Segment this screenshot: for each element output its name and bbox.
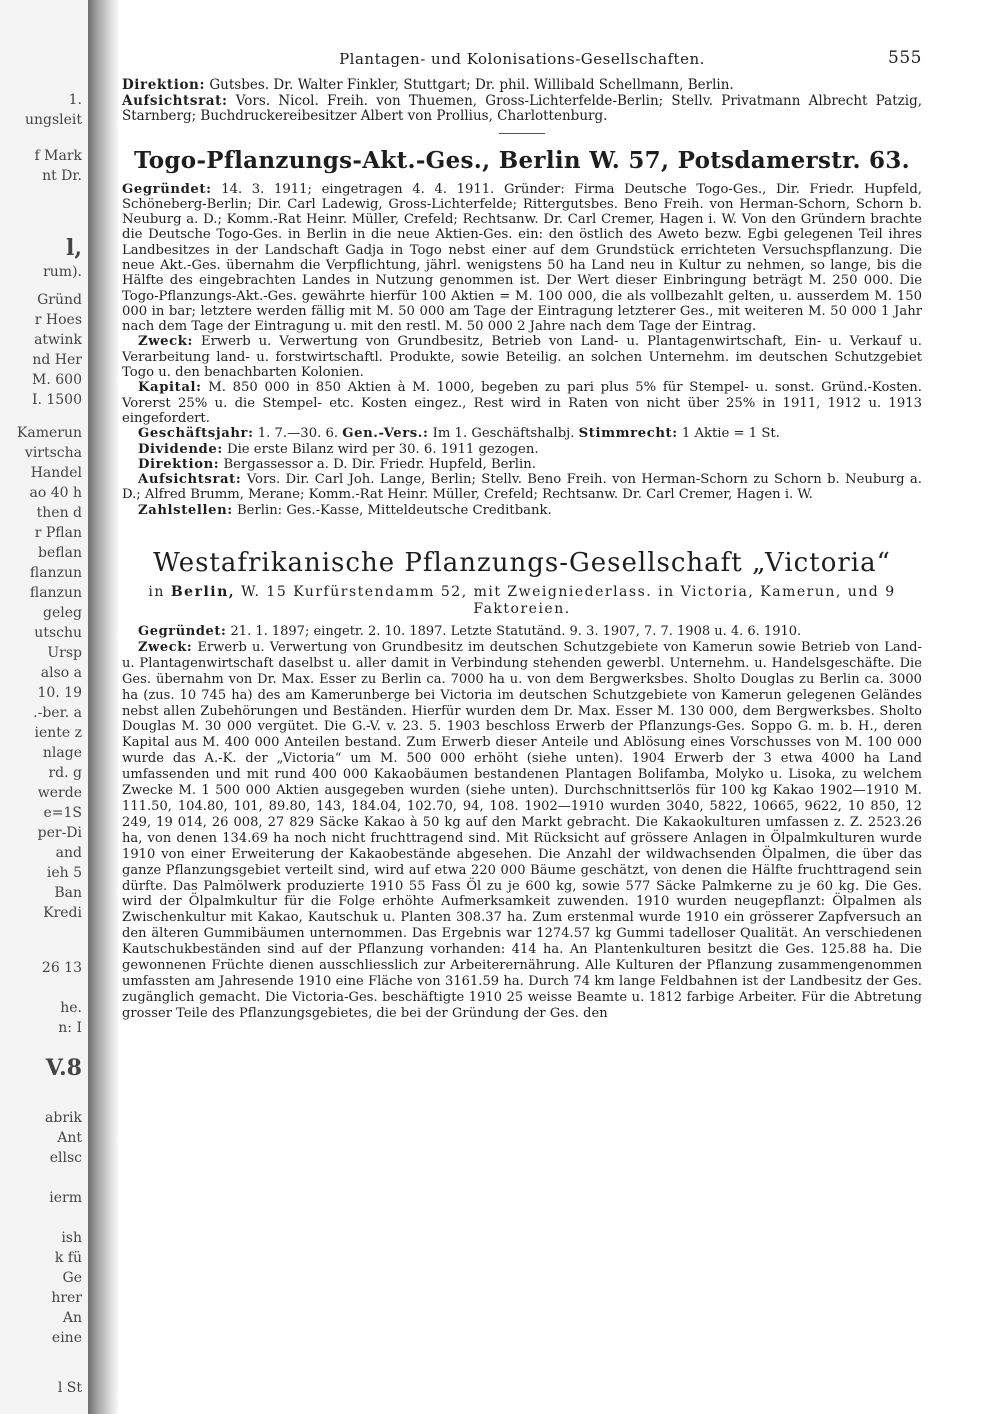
value: Vors. Dir. Carl Joh. Lange, Berlin; Stellv. Beno Freih. von Herman-Schorn zu Schorn b. Neuburg a. D.; Alfred Brumm, Merane; Komm.-Rat Heinr. Müller, Crefeld; Rechtsanw. Dr. Carl Cremer, Hagen i. W. <box>122 472 922 503</box>
margin-fragment: werde <box>37 785 82 801</box>
margin-fragment: An <box>62 1310 82 1326</box>
margin-fragment: V.8 <box>45 1055 82 1081</box>
margin-fragment: virtscha <box>24 445 82 461</box>
margin-fragment: ieh 5 <box>46 865 82 881</box>
margin-fragment: eine <box>51 1330 82 1346</box>
field-direktion <box>122 457 922 472</box>
previous-direktion <box>122 78 922 94</box>
subtitle-rest: W. 15 Kurfürstendamm 52, mit Zweigniederlass. in Victoria, Kamerun, und 9 Faktoreien. <box>241 584 896 618</box>
label: Direktion: <box>138 456 220 472</box>
margin-fragment: r Hoes <box>34 312 82 328</box>
margin-fragment: rum). <box>43 264 82 280</box>
margin-fragment: then d <box>36 505 82 521</box>
page-content <box>122 38 922 1022</box>
margin-fragment: nlage <box>42 745 82 761</box>
margin-fragment: ellsc <box>49 1150 82 1166</box>
value: 21. 1. 1897; eingetr. 2. 10. 1897. Letzte Statutänd. 9. 3. 1907, 7. 7. 1908 u. 4. 6. 1910. <box>230 624 802 640</box>
margin-fragment: flanzun <box>29 585 82 601</box>
value: M. 850 000 in 850 Aktien à M. 1000, begeben zu pari plus 5% für Stempel- u. sonst. Gründ.-Kosten. Vorerst 25% u. die Stempel- etc. Kosten eingez., Rest wird in Raten von nicht über 25% in 1911, 1912 u. 1913 eingefordert. <box>122 380 922 426</box>
previous-aufsichtsrat <box>122 94 922 125</box>
margin-fragment: also a <box>40 665 82 681</box>
margin-fragment: hrer <box>51 1290 82 1306</box>
margin-fragment: n: I <box>58 1020 82 1036</box>
entry-title: Westafrikanische Pflanzungs-Gesellschaft „Victoria“ <box>153 548 891 579</box>
margin-fragment: atwink <box>34 332 82 348</box>
entry-togo-pflanzungs <box>122 146 922 519</box>
running-head <box>122 38 922 78</box>
label: Aufsichtsrat: <box>122 92 228 109</box>
margin-fragment: I. 1500 <box>31 392 82 408</box>
margin-fragment: e=1S <box>43 805 82 821</box>
field-aufsichtsrat <box>122 472 922 503</box>
margin-fragment: Ursp <box>47 645 82 661</box>
margin-fragment: flanzun <box>29 565 82 581</box>
label: Zahlstellen: <box>138 502 233 518</box>
field-dividende <box>122 442 922 457</box>
label: Gegründet: <box>138 624 227 640</box>
field-zweck <box>122 640 922 1022</box>
page-number: 555 <box>888 48 922 68</box>
margin-fragment: Kredi <box>43 905 82 921</box>
value: Vors. Nicol. Freih. von Thuemen, Gross-Lichterfelde-Berlin; Stellv. Privatmann Albrecht Patzig, Starnberg; Buchdruckereibesitzer Albert von Prollius, Charlottenburg. <box>122 92 922 124</box>
label: Geschäftsjahr: <box>138 426 254 442</box>
label: Aufsichtsrat: <box>138 472 242 488</box>
field-gegruendet <box>122 182 922 335</box>
field-zahlstellen <box>122 503 922 518</box>
margin-fragment: k fü <box>54 1250 82 1266</box>
entry-subtitle <box>122 584 922 618</box>
field-zweck <box>122 334 922 380</box>
margin-fragment: Ant <box>57 1130 82 1146</box>
label: Direktion: <box>122 77 206 93</box>
margin-fragment: ungsleit <box>24 112 82 128</box>
left-page-margin-fragments <box>0 0 88 1414</box>
previous-entry-tail <box>122 78 922 125</box>
margin-fragment: per-Di <box>37 825 82 841</box>
margin-fragment: Gründ <box>37 292 82 308</box>
margin-fragment: ierm <box>49 1190 82 1206</box>
book-gutter-shadow <box>88 0 118 1414</box>
section-divider <box>499 133 545 134</box>
margin-fragment: l, <box>65 235 82 261</box>
margin-fragment: iente z <box>34 725 82 741</box>
running-head-title: Plantagen- und Kolonisations-Gesellschaften. <box>339 50 705 68</box>
margin-fragment: f Mark <box>34 148 82 164</box>
value: Bergassessor a. D. Dir. Friedr. Hupfeld, Berlin. <box>223 456 536 472</box>
subtitle-city: Berlin, <box>170 584 236 601</box>
field-kapital <box>122 380 922 426</box>
value: 1. 7.—30. 6. <box>257 426 339 442</box>
margin-fragment: geleg <box>43 605 82 621</box>
margin-fragment: r Pflan <box>34 525 82 541</box>
margin-fragment: beflan <box>38 545 82 561</box>
value: 14. 3. 1911; eingetragen 4. 4. 1911. Gründer: Firma Deutsche Togo-Ges., Dir. Friedr. Hupfeld, Schöneberg-Berlin; Dir. Carl Ladewig, Gross-Lichterfelde; Rittergutsbes. Beno Freih. von Herman-Schorn, Schorn b. Neuburg a. D.; Komm.-Rat Heinr. Müller, Crefeld; Rechtsanw. Dr. Carl Cremer, Hagen i. W. Von den Gründern brachte die Deutsche Togo-Ges. in Berlin in die neue Aktien-Ges. ein: den östlich des Aweto bezw. Egbi gelegenen Teil ihres Landbesitzes in der Landschaft Gadja in Togo nebst einer auf dem Grundstück errichteten Versuchspflanzung. Die neue Akt.-Ges. übernahm die Verpflichtung, jährl. wenigstens 50 ha Land neu in Kultur zu nehmen, so lange, bis die Hälfte des eingebrachten Landes in Nutzung genommen ist. Der Wert dieser Einbringung beträgt M. 250 000. Die Togo-Pflanzungs-Akt.-Ges. gewährte hierfür 100 Aktien = M. 100 000, die als vollbezahlt gelten, u. ausserdem M. 150 000 in bar; letztere werden fällig mit M. 50 000 am Tage der Eintragung letzterer Ges., mit weiteren M. 50 000 1 Jahr nach dem Tage der Eintragung u. mit den restl. M. 50 000 2 Jahre nach dem Tage der Eintrag. <box>122 181 922 335</box>
label: Stimmrecht: <box>578 426 678 442</box>
margin-fragment: rd. g <box>48 765 82 781</box>
label: Dividende: <box>138 441 223 457</box>
margin-fragment: he. <box>60 1000 82 1016</box>
value: Gutsbes. Dr. Walter Finkler, Stuttgart; Dr. phil. Willibald Schellmann, Berlin. <box>209 77 734 93</box>
margin-fragment: 26 13 <box>41 960 82 976</box>
margin-fragment: nt Dr. <box>42 168 82 184</box>
margin-fragment: Handel <box>30 465 82 481</box>
margin-fragment: nd Her <box>32 352 82 368</box>
margin-fragment: M. 600 <box>32 372 82 388</box>
margin-fragment: Ge <box>62 1270 82 1286</box>
value: Die erste Bilanz wird per 30. 6. 1911 gezogen. <box>227 441 539 457</box>
label: Zweck: <box>138 334 194 350</box>
margin-fragment: 1. <box>68 92 82 108</box>
entry-westafrikanische-victoria <box>122 546 922 1022</box>
margin-fragment: Ban <box>54 885 82 901</box>
subtitle-prefix: in <box>148 584 165 601</box>
entry-title: Togo-Pflanzungs-Akt.-Ges., Berlin W. 57, Potsdamerstr. 63. <box>134 146 910 174</box>
margin-fragment: ish <box>61 1230 82 1246</box>
value: Erwerb u. Verwertung von Grundbesitz im deutschen Schutzgebiete von Kamerun sowie Betrieb von Land- u. Plantagenwirtschaft daselbst u. aller damit in Verbindung stehenden gewerbl. Unternehm. u. Handelsgeschäfte. Die Ges. übernahm von Dr. Max. Esser zu Berlin ca. 7000 ha u. von dem Bergwerksbes. Sholto Douglas zu Berlin ca. 3000 ha (zus. 10 745 ha) des am Kamerunberge bei Victoria im deutschen Schutzgebiete von Kamerun gelegenen Geländes nebst allen Zubehörungen und Beständen. Hierfür wurden dem Dr. Max. Esser M. 130 000, dem Bergwerksbes. Sholto Douglas M. 30 000 vergütet. Die G.-V. v. 23. 5. 1903 beschloss Erwerb der Pflanzungs-Ges. Soppo G. m. b. H., deren Kapital aus M. 400 000 Anteilen bestand. Zum Erwerb dieser Anteile und Ablösung eines Vorschusses von M. 100 000 wurde das A.-K. der „Victoria“ um M. 500 000 erhöht (siehe unten). 1904 Erwerb der 3 etwa 4000 ha Land umfassenden und mit rund 400 000 Kakaobäumen bestandenen Plantagen Bolifamba, Molyko u. Lisoka, zu welchem Zwecke M. 1 500 000 Aktien ausgegeben wurden (siehe unten). Durchschnittserlös für 100 kg Kakao 1902—1910 M. 111.50, 104.80, 101, 89.80, 143, 184.04, 102.70, 94, 108. 1902—1910 wurden 3040, 5822, 10665, 9622, 10 850, 12 249, 19 014, 26 008, 27 829 Säcke Kakao à 50 kg auf den Markt gebracht. Die Kakaokulturen umfassen z. Z. 2523.26 ha, von denen 134.69 ha noch nicht fruchttragend sind. Mit Rücksicht auf grössere Anlagen in Ölpalmkulturen wurde 1910 von einer Erweiterung der Kakaobestände abgesehen. Die Anzahl der wildwachsenden Ölpalmen, die über das ganze Pflanzungsgebiet verteilt sind, wird auf etwa 220 000 Bäume geschätzt, von denen die Hälfte fruchttragend sein dürfte. Das Palmölwerk produzierte 1910 55 Fass Öl zu je 600 kg, sowie 577 Säcke Palmkerne zu je 60 kg. Die Ges. wird der Ölpalmkultur für die Folge erhöhte Aufmerksamkeit zuwenden. 1910 wurden neugepflanzt: Ölpalmen als Zwischenkultur mit Kakao, Kautschuk u. Planten 308.37 ha. Zum erstenmal wurde 1910 ein grösserer Zapfversuch an den älteren Gummibäumen unternommen. Das Ergebnis war 1274.57 kg Gummi tadelloser Qualität. An verschiedenen Kautschukbeständen sind auf der Pflanzung vorhanden: 414 ha. An Plantenkulturen besitzt die Ges. 125.88 ha. Die gewonnenen Früchte dienen ausschliesslich zur Arbeiterernährung. Alle Kulturen der Pflanzung zusammengenommen umfassten am Jahresende 1910 eine Fläche von 3161.59 ha. Durch 74 km lange Feldbahnen ist der Landbesitz der Ges. zugänglich gemacht. Die Victoria-Ges. beschäftigte 1910 25 weisse Beamte u. 1812 farbige Arbeiter. Für die Abtretung grosser Teile des Pflanzungsgebietes, die bei der Gründung der Ges. den <box>122 639 922 1021</box>
margin-fragment: abrik <box>45 1110 82 1126</box>
field-geschaeftsjahr-line <box>122 426 922 441</box>
margin-fragment: .-ber. a <box>33 705 82 721</box>
margin-fragment: and <box>55 845 82 861</box>
margin-fragment: ao 40 h <box>29 485 82 501</box>
margin-fragment: Kamerun <box>16 425 82 441</box>
label: Gegründet: <box>122 181 212 197</box>
margin-fragment: 10. 19 <box>37 685 82 701</box>
value: Berlin: Ges.-Kasse, Mitteldeutsche Creditbank. <box>236 502 552 518</box>
margin-fragment: utschu <box>34 625 82 641</box>
label: Zweck: <box>138 639 193 655</box>
label: Kapital: <box>138 380 202 396</box>
value: Im 1. Geschäftshalbj. <box>432 426 575 442</box>
label: Gen.-Vers.: <box>342 426 429 442</box>
value: 1 Aktie = 1 St. <box>681 426 780 442</box>
margin-fragment: l St <box>57 1380 82 1396</box>
value: Erwerb u. Verwertung von Grundbesitz, Betrieb von Land- u. Plantagenwirtschaft, Ein- u. Verkauf u. Verarbeitung land- u. forstwirtschaftl. Produkte, sowie Beteilig. an solchen Unternehm. im deutschen Schutzgebiet Togo u. den benachbarten Kolonien. <box>122 334 922 381</box>
field-gegruendet <box>122 624 922 640</box>
